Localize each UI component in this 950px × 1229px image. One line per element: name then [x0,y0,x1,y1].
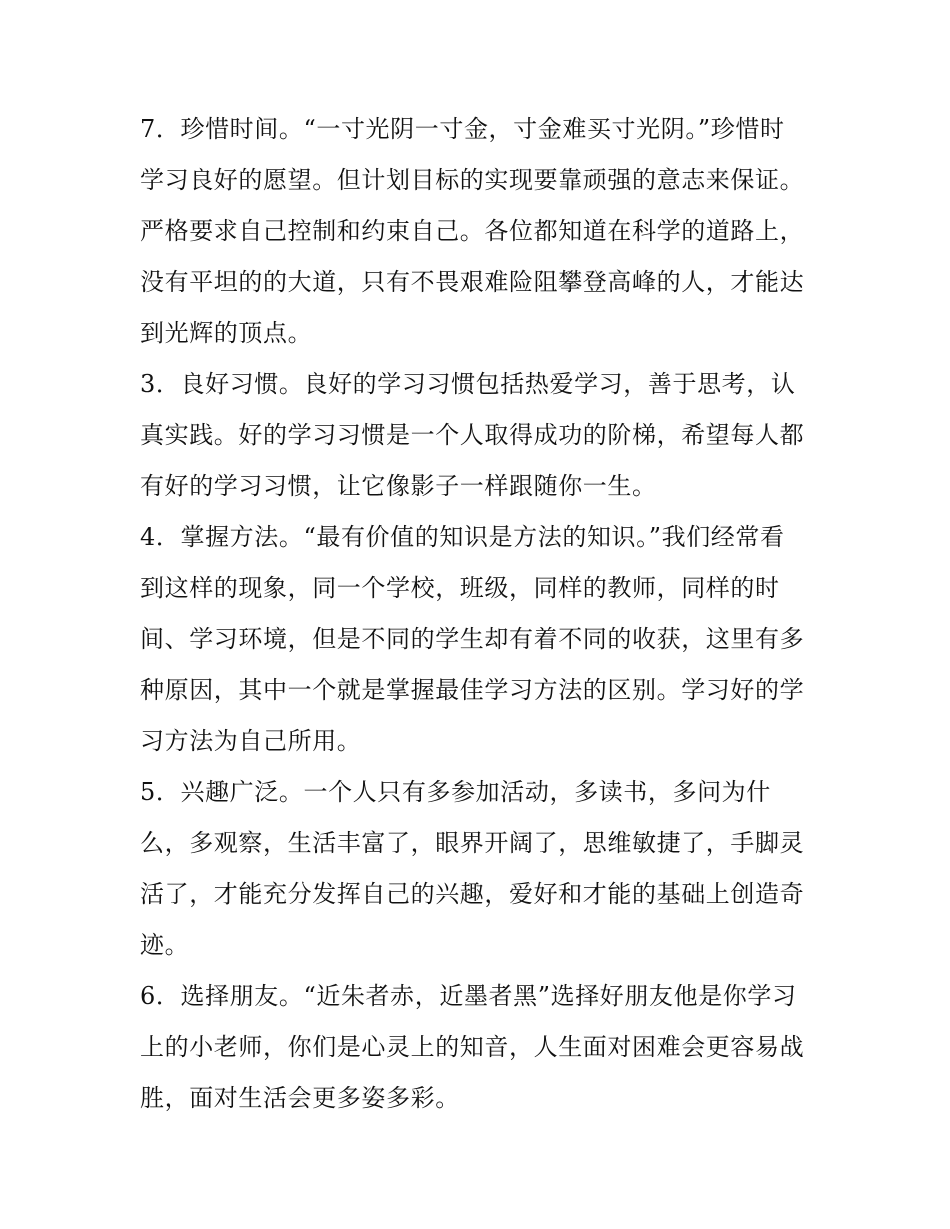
text-line: 活了，才能充分发挥自己的兴趣，爱好和才能的基础上创造奇 [140,880,805,908]
text-line: 5．兴趣广泛。一个人只有多参加活动，多读书，多问为什 [140,778,771,806]
paragraph-3 [140,512,820,767]
paragraph-5 [140,971,820,1124]
paragraph-4 [140,767,820,971]
text-line: 到光辉的顶点。 [140,319,313,347]
paragraph-1 [140,104,820,359]
text-line: 习方法为自己所用。 [140,727,362,755]
text-line: 有好的学习习惯，让它像影子一样跟随你一生。 [140,472,657,500]
text-line: 6．选择朋友。“近朱者赤，近墨者黑”选择好朋友他是你学习 [140,982,797,1010]
text-line: 真实践。好的学习习惯是一个人取得成功的阶梯，希望每人都 [140,421,805,449]
text-line: 间、学习环境，但是不同的学生却有着不同的收获，这里有多 [140,625,805,653]
text-line: 种原因，其中一个就是掌握最佳学习方法的区别。学习好的学 [140,676,805,704]
text-line: 严格要求自己控制和约束自己。各位都知道在科学的道路上， [140,217,805,245]
text-line: 学习良好的愿望。但计划目标的实现要靠顽强的意志来保证。 [140,166,805,194]
text-line: 上的小老师，你们是心灵上的知音，人生面对困难会更容易战 [140,1033,805,1061]
text-line: 迹。 [140,931,190,959]
text-line: 胜，面对生活会更多姿多彩。 [140,1084,460,1112]
text-line: 7．珍惜时间。“一寸光阴一寸金，寸金难买寸光阴。”珍惜时 [140,115,785,143]
text-line: 到这样的现象，同一个学校，班级，同样的教师，同样的时 [140,574,780,602]
paragraph-2 [140,359,820,512]
text-line: 没有平坦的的大道，只有不畏艰难险阻攀登高峰的人，才能达 [140,268,805,296]
text-line: 3．良好习惯。良好的学习习惯包括热爱学习，善于思考，认 [140,370,796,398]
text-line: 么，多观察，生活丰富了，眼界开阔了，思维敏捷了，手脚灵 [140,829,805,857]
text-line: 4．掌握方法。“最有价值的知识是方法的知识。”我们经常看 [140,523,785,551]
document-body [140,104,820,1124]
